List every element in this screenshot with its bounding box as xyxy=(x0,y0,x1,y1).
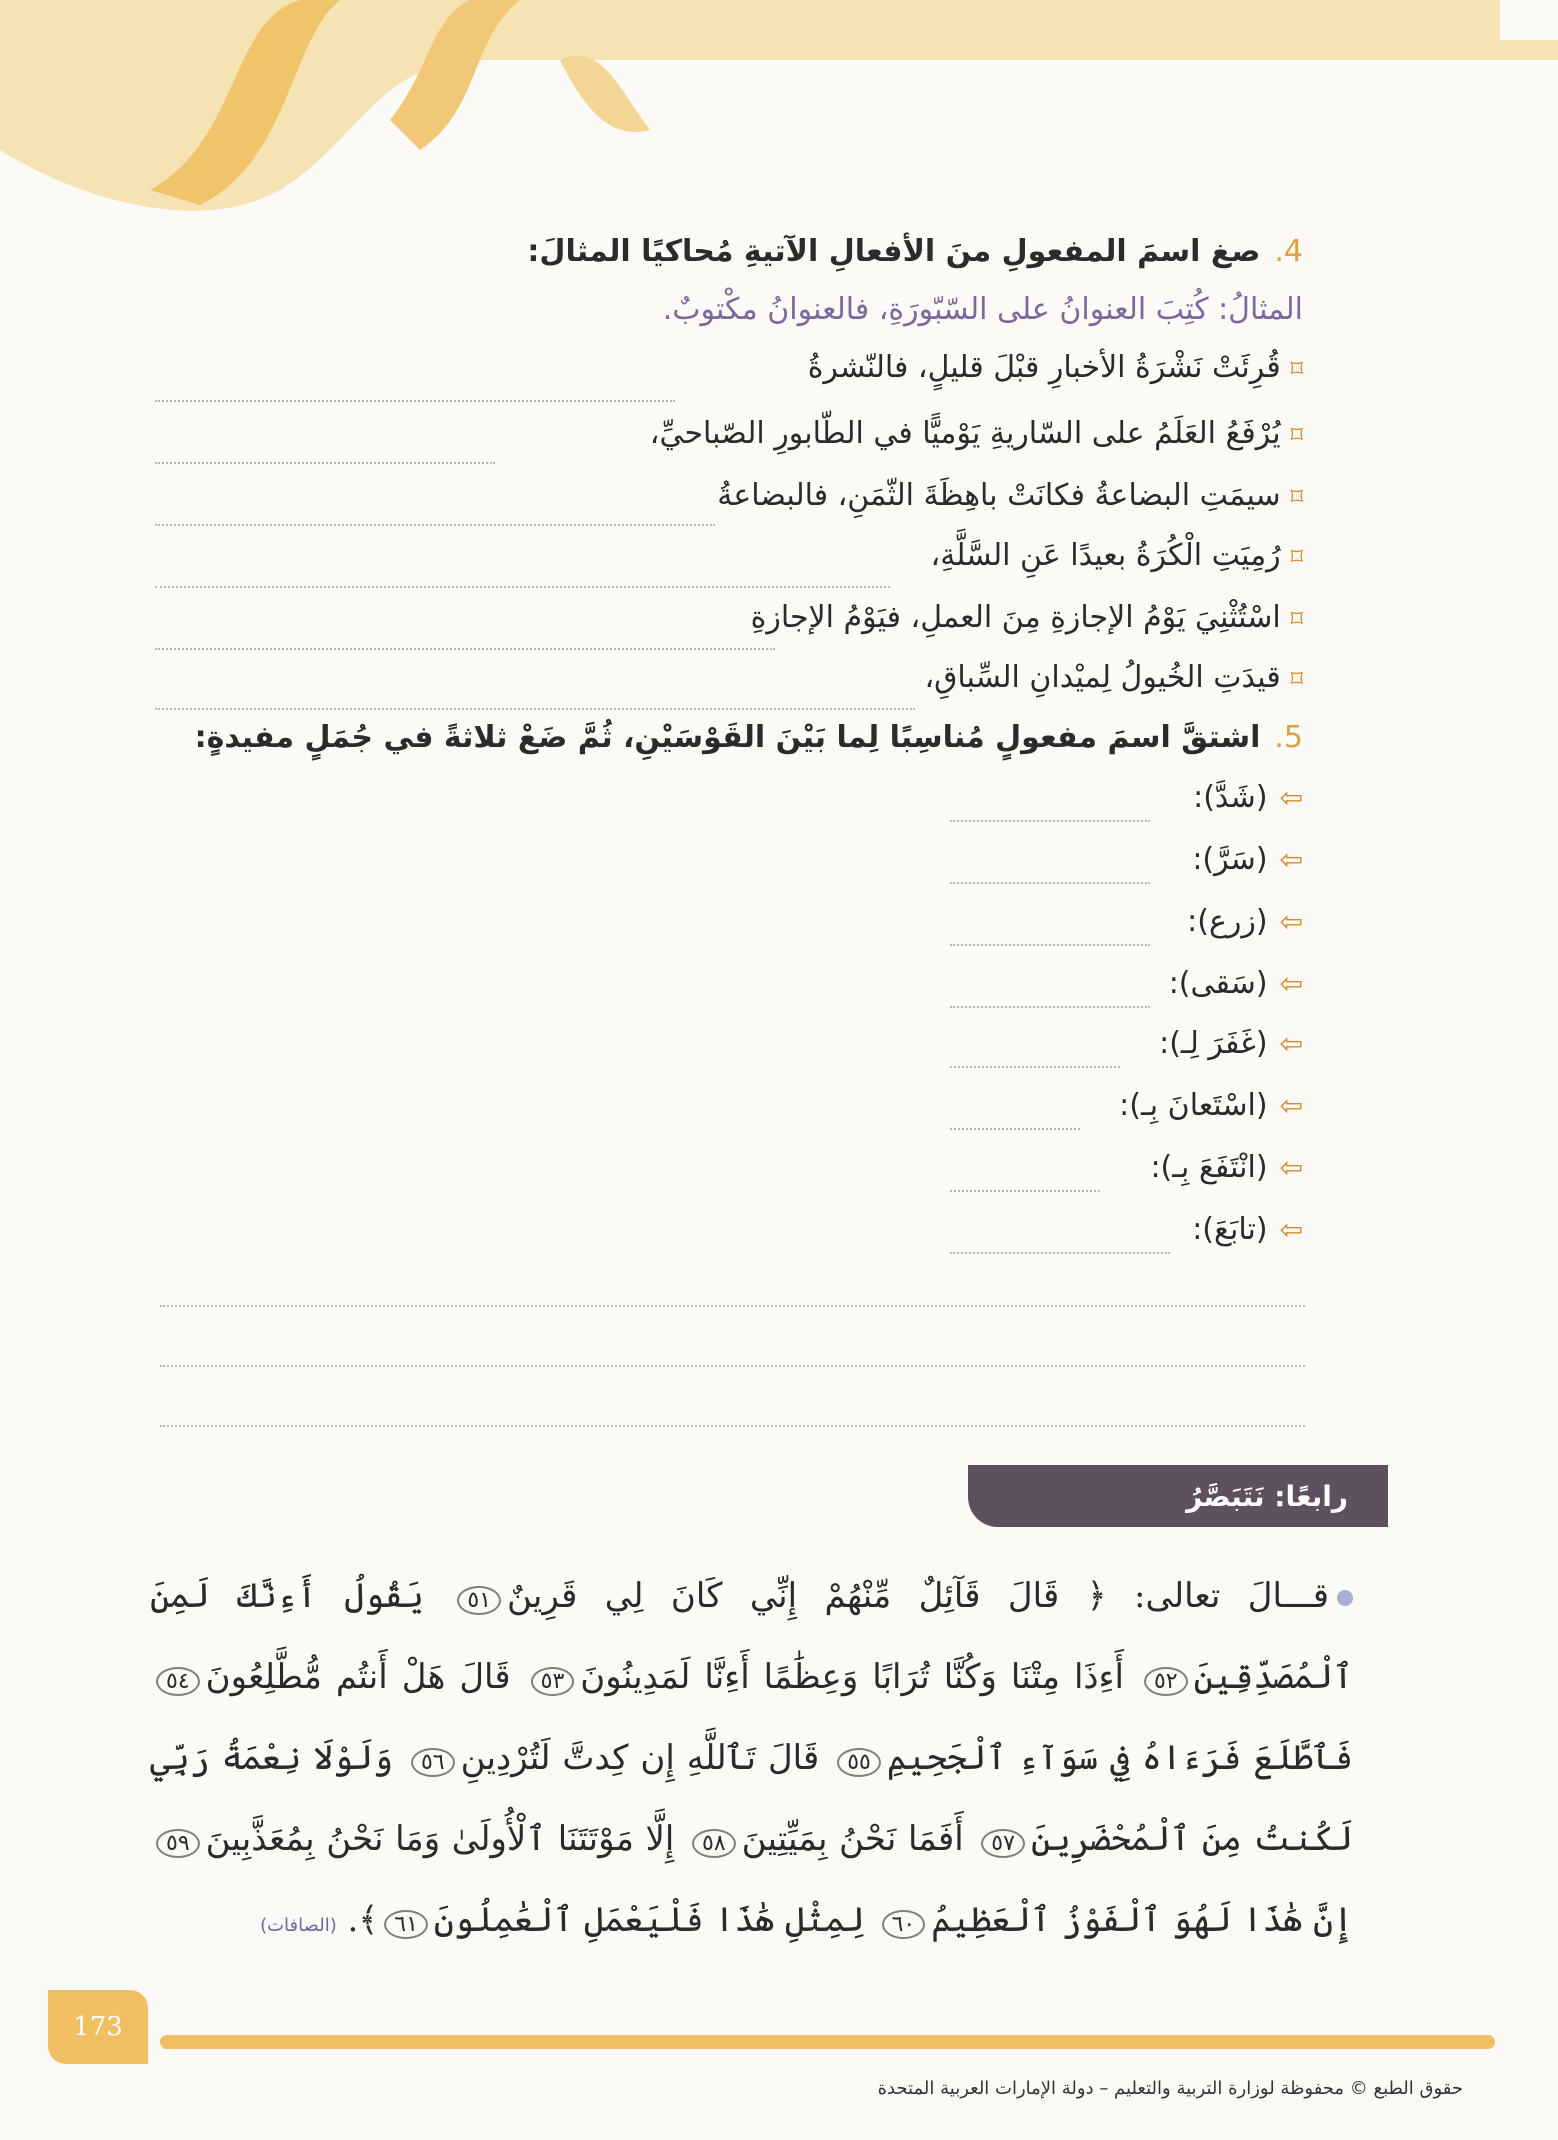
verse-source: (الصافات) xyxy=(260,1915,337,1936)
verse-intro: قـــالَ تعالى: xyxy=(1134,1576,1330,1616)
page-number: 173 xyxy=(48,1990,148,2064)
verse-segment: إِلَّا مَوْتَتَنَا ٱلْأُولَىٰ وَمَا نَحْنُ بِمُعَذَّبِينَ xyxy=(205,1819,675,1859)
answer-line[interactable] xyxy=(160,1365,1305,1367)
exercise-4-number: 4. xyxy=(1274,234,1303,269)
verse-segment: قَالَ تَٱللَّهِ إِن كِدتَّ لَتُرْدِينِ xyxy=(460,1738,820,1778)
exercise-4-example: المثالُ: كُتِبَ العنوانُ على السّبّورَةِ، فالعنوانُ مكْتوبٌ. xyxy=(662,292,1303,327)
arrow-left-icon: ⇦ xyxy=(1279,781,1303,814)
answer-line[interactable] xyxy=(155,586,890,588)
answer-line[interactable] xyxy=(950,882,1150,884)
answer-line[interactable] xyxy=(160,1425,1305,1427)
verse-segment: قَالَ هَلْ أَنتُم مُّطَّلِعُونَ xyxy=(205,1657,511,1697)
exercise-5-root-text: (اسْتَعانَ بِـ): xyxy=(1119,1088,1268,1123)
verse-number: ٥٥ xyxy=(837,1748,881,1777)
section-4-header: رابعًا: نَتَبَصَّرُ xyxy=(968,1465,1388,1527)
answer-line[interactable] xyxy=(950,1006,1150,1008)
exercise-5-root-text: (سَرَّ): xyxy=(1192,842,1268,877)
exercise-4-item xyxy=(924,660,1303,695)
verse-open-bracket: ﴿ xyxy=(1086,1576,1107,1616)
exercise-5-root xyxy=(1150,1150,1303,1185)
exercise-5-root xyxy=(1169,966,1303,1001)
exercise-4-item xyxy=(650,416,1303,451)
exercise-5-root-text: (سَقى): xyxy=(1168,966,1268,1001)
arrow-left-icon: ⇦ xyxy=(1279,905,1303,938)
exercise-4-item xyxy=(931,538,1303,573)
copyright-notice: حقوق الطبع © محفوظة لوزارة التربية والتعليم – دولة الإمارات العربية المتحدة xyxy=(877,2078,1463,2099)
verse-segment: وَلَوْلَا نِعْمَةُ رَبِّي لَكُنتُ مِنَ ٱلْمُحْضَرِينَ xyxy=(150,1738,1354,1859)
verse-number: ٥٧ xyxy=(981,1829,1025,1858)
verse-number: ٦١ xyxy=(384,1910,428,1939)
answer-line[interactable] xyxy=(155,708,915,710)
exercise-4-item-text: يُرْفَعُ العَلَمُ على السّاريةِ يَوْميًّا في الطّابورِ الصّباحيِّ، xyxy=(649,416,1281,451)
verse-number: ٥٤ xyxy=(156,1667,200,1696)
verse-segment: قَالَ قَآئِلٌ مِّنْهُمْ إِنِّي كَانَ لِي قَرِينٌ xyxy=(507,1576,1060,1616)
verse-number: ٥٦ xyxy=(411,1748,455,1777)
verse-segment: إِنَّ هَٰذَا لَهُوَ ٱلْفَوْزُ ٱلْعَظِيمُ xyxy=(931,1900,1353,1940)
answer-line[interactable] xyxy=(160,1305,1305,1307)
verse-number: ٥٨ xyxy=(692,1829,736,1858)
exercise-4-item xyxy=(751,600,1303,635)
answer-line[interactable] xyxy=(950,820,1150,822)
answer-line[interactable] xyxy=(950,1190,1100,1192)
bullet-icon: ⌑ xyxy=(1290,665,1303,693)
verse-number: ٦٠ xyxy=(882,1910,926,1939)
arrow-left-icon: ⇦ xyxy=(1279,967,1303,1000)
verse-number: ٥٩ xyxy=(156,1829,200,1858)
bullet-icon: ⌑ xyxy=(1290,483,1303,511)
verse-number: ٥١ xyxy=(457,1586,501,1615)
quran-verse-block xyxy=(150,1558,1353,1964)
decorative-header-banner xyxy=(0,0,1558,240)
bullet-icon: ⌑ xyxy=(1290,421,1303,449)
bullet-icon: ⌑ xyxy=(1290,355,1303,383)
verse-segment: لِمِثْلِ هَٰذَا فَلْيَعْمَلِ ٱلْعَٰمِلُونَ xyxy=(433,1900,865,1940)
exercise-5-root-text: (شَدَّ): xyxy=(1193,780,1268,815)
exercise-4-title xyxy=(527,234,1303,269)
exercise-5-root xyxy=(1119,1088,1303,1123)
exercise-4-item-text: قُرِئَتْ نَشْرَةُ الأخبارِ قبْلَ قليلٍ، فالنّشرةُ xyxy=(807,350,1281,385)
answer-line[interactable] xyxy=(155,648,775,650)
verse-segment: أَءِذَا مِتْنَا وَكُنَّا تُرَابًا وَعِظَٰمًا أَءِنَّا لَمَدِينُونَ xyxy=(580,1657,1124,1697)
verse-number: ٥٢ xyxy=(1144,1667,1188,1696)
exercise-5-title-text: اشتقَّ اسمَ مفعولٍ مُناسِبًا لِما بَيْنَ القَوْسَيْنِ، ثُمَّ ضَعْ ثلاثةً في جُمَلٍ مفيدةٍ: xyxy=(194,720,1261,755)
exercise-4-item-text: سيمَتِ البضاعةُ فكانَتْ باهِظَةَ الثّمَنِ، فالبضاعةُ xyxy=(717,478,1281,513)
verse-segment: يَقُولُ أَءِنَّكَ لَمِنَ ٱلْمُصَدِّقِينَ xyxy=(150,1576,1353,1697)
exercise-4-item xyxy=(717,478,1303,513)
answer-line[interactable] xyxy=(950,1066,1120,1068)
exercise-4-item xyxy=(808,350,1303,385)
exercise-4-item-text: اسْتُثْنِيَ يَوْمُ الإجازةِ مِنَ العملِ، فيَوْمُ الإجازةِ xyxy=(750,600,1281,635)
exercise-5-root xyxy=(1192,842,1303,877)
verse-segment: فَٱطَّلَعَ فَرَءَاهُ فِي سَوَآءِ ٱلْجَحِيمِ xyxy=(886,1738,1353,1778)
arrow-left-icon: ⇦ xyxy=(1279,1213,1303,1246)
answer-line[interactable] xyxy=(950,1252,1170,1254)
answer-line[interactable] xyxy=(950,1128,1080,1130)
exercise-5-number: 5. xyxy=(1274,720,1303,755)
footer-rule xyxy=(160,2035,1495,2049)
exercise-5-root xyxy=(1193,780,1303,815)
answer-line[interactable] xyxy=(950,944,1150,946)
exercise-5-root xyxy=(1187,904,1303,939)
answer-line[interactable] xyxy=(155,400,675,402)
exercise-5-root xyxy=(1159,1026,1303,1061)
arrow-left-icon: ⇦ xyxy=(1279,843,1303,876)
exercise-5-title xyxy=(195,720,1303,755)
answer-line[interactable] xyxy=(155,462,495,464)
arrow-left-icon: ⇦ xyxy=(1279,1027,1303,1060)
exercise-4-item-text: رُمِيَتِ الْكُرَةُ بعيدًا عَنِ السَّلَّةِ، xyxy=(930,538,1281,573)
verse-number: ٥٣ xyxy=(531,1667,575,1696)
bullet-icon: ⌑ xyxy=(1290,605,1303,633)
exercise-5-root-text: (تابَعَ): xyxy=(1192,1212,1268,1247)
exercise-5-root-text: (زرع): xyxy=(1187,904,1268,939)
verse-close-bracket: ﴾. xyxy=(347,1900,379,1940)
exercise-5-root-text: (انْتَفَعَ بِـ): xyxy=(1150,1150,1268,1185)
bullet-dot-icon xyxy=(1337,1590,1353,1606)
exercise-5-root xyxy=(1192,1212,1303,1247)
bullet-icon: ⌑ xyxy=(1290,543,1303,571)
exercise-4-item-text: قيدَتِ الخُيولُ لِميْدانِ السِّباقِ، xyxy=(924,660,1281,695)
exercise-5-root-text: (غَفَرَ لِـ): xyxy=(1159,1026,1268,1061)
answer-line[interactable] xyxy=(155,524,715,526)
arrow-left-icon: ⇦ xyxy=(1279,1151,1303,1184)
exercise-4-title-text: صغ اسمَ المفعولِ منَ الأفعالِ الآتيةِ مُحاكيًا المثالَ: xyxy=(527,234,1261,269)
arrow-left-icon: ⇦ xyxy=(1279,1089,1303,1122)
verse-segment: أَفَمَا نَحْنُ بِمَيِّتِينَ xyxy=(741,1819,964,1859)
